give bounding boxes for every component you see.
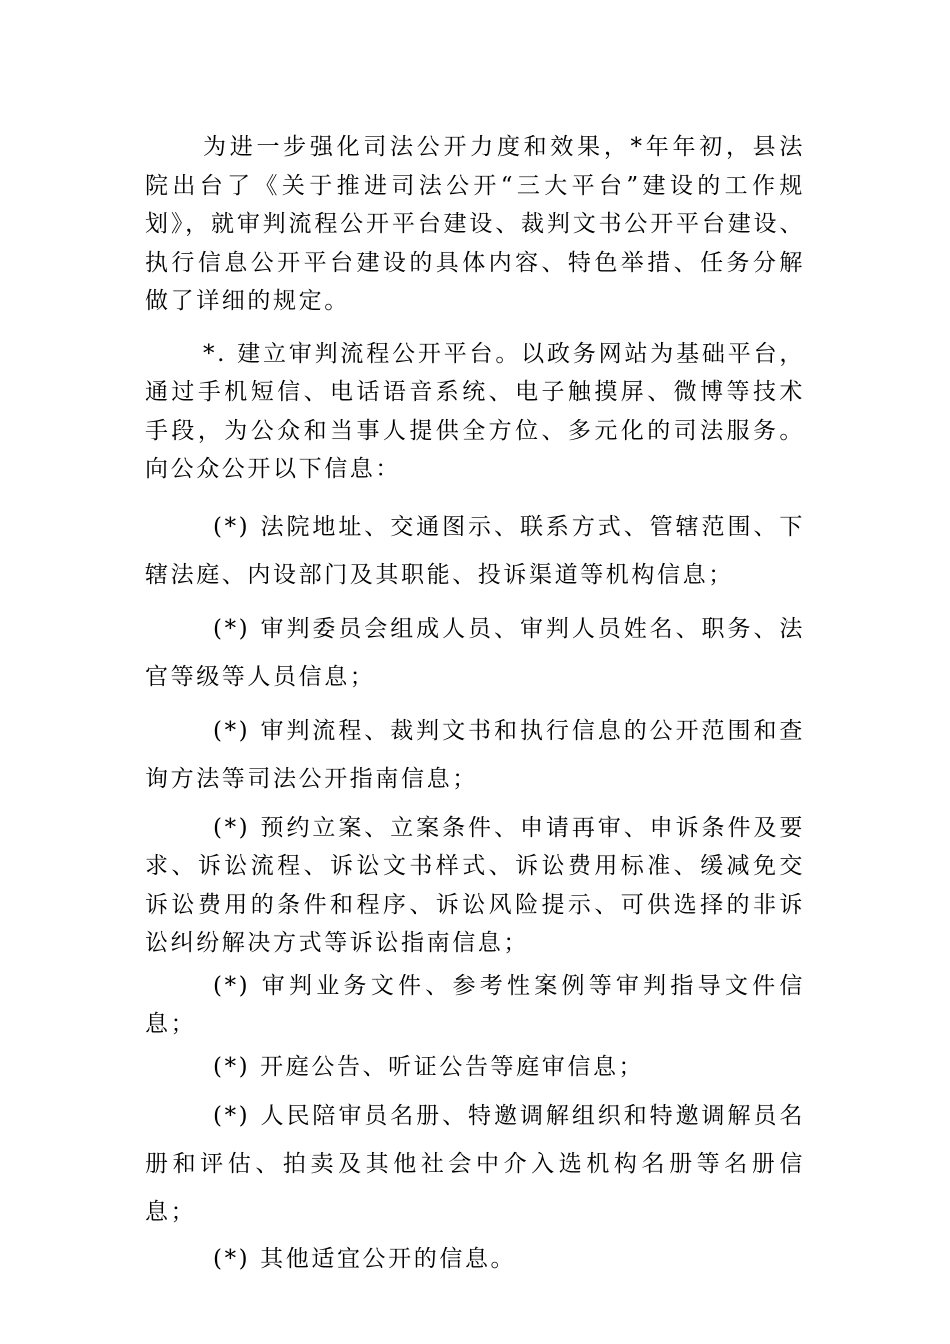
list-item: (*) 法院地址、交通图示、联系方式、管辖范围、下辖法庭、内设部门及其职能、投诉渠道等机构信息； (145, 513, 805, 588)
section-1-paragraph: *. 建立审判流程公开平台。以政务网站为基础平台，通过手机短信、电话语音系统、电子触摸屏、微博等技术手段，为公众和当事人提供全方位、多元化的司法服务。向公众公开以下信息： (145, 340, 805, 482)
list-item: (*) 人民陪审员名册、特邀调解组织和特邀调解员名册和评估、拍卖及其他社会中介入选机构名册等名册信息； (145, 1103, 805, 1225)
list-item: (*) 预约立案、立案条件、申请再审、申诉条件及要求、诉讼流程、诉讼文书样式、诉讼费用标准、缓减免交诉讼费用的条件和程序、诉讼风险提示、可供选择的非诉讼纠纷解决方式等诉讼指南信息； (145, 814, 805, 956)
list-item: (*) 审判委员会组成人员、审判人员姓名、职务、法官等级等人员信息； (145, 615, 805, 690)
list-item: (*) 其他适宜公开的信息。 (213, 1246, 517, 1272)
list-item: (*) 审判业务文件、参考性案例等审判指导文件信息； (145, 972, 805, 1037)
document-page (145, 128, 805, 1279)
list-item: (*) 开庭公告、听证公告等庭审信息； (213, 1053, 645, 1080)
list-item: (*) 审判流程、裁判文书和执行信息的公开范围和查询方法等司法公开指南信息； (145, 717, 805, 792)
intro-paragraph: 为进一步强化司法公开力度和效果，*年年初，县法院出台了《关于推进司法公开“三大平台”建设的工作规划》，就审判流程公开平台建设、裁判文书公开平台建设、执行信息公开平台建设的具体内容、特色举措、任务分解做了详细的规定。 (145, 134, 805, 314)
